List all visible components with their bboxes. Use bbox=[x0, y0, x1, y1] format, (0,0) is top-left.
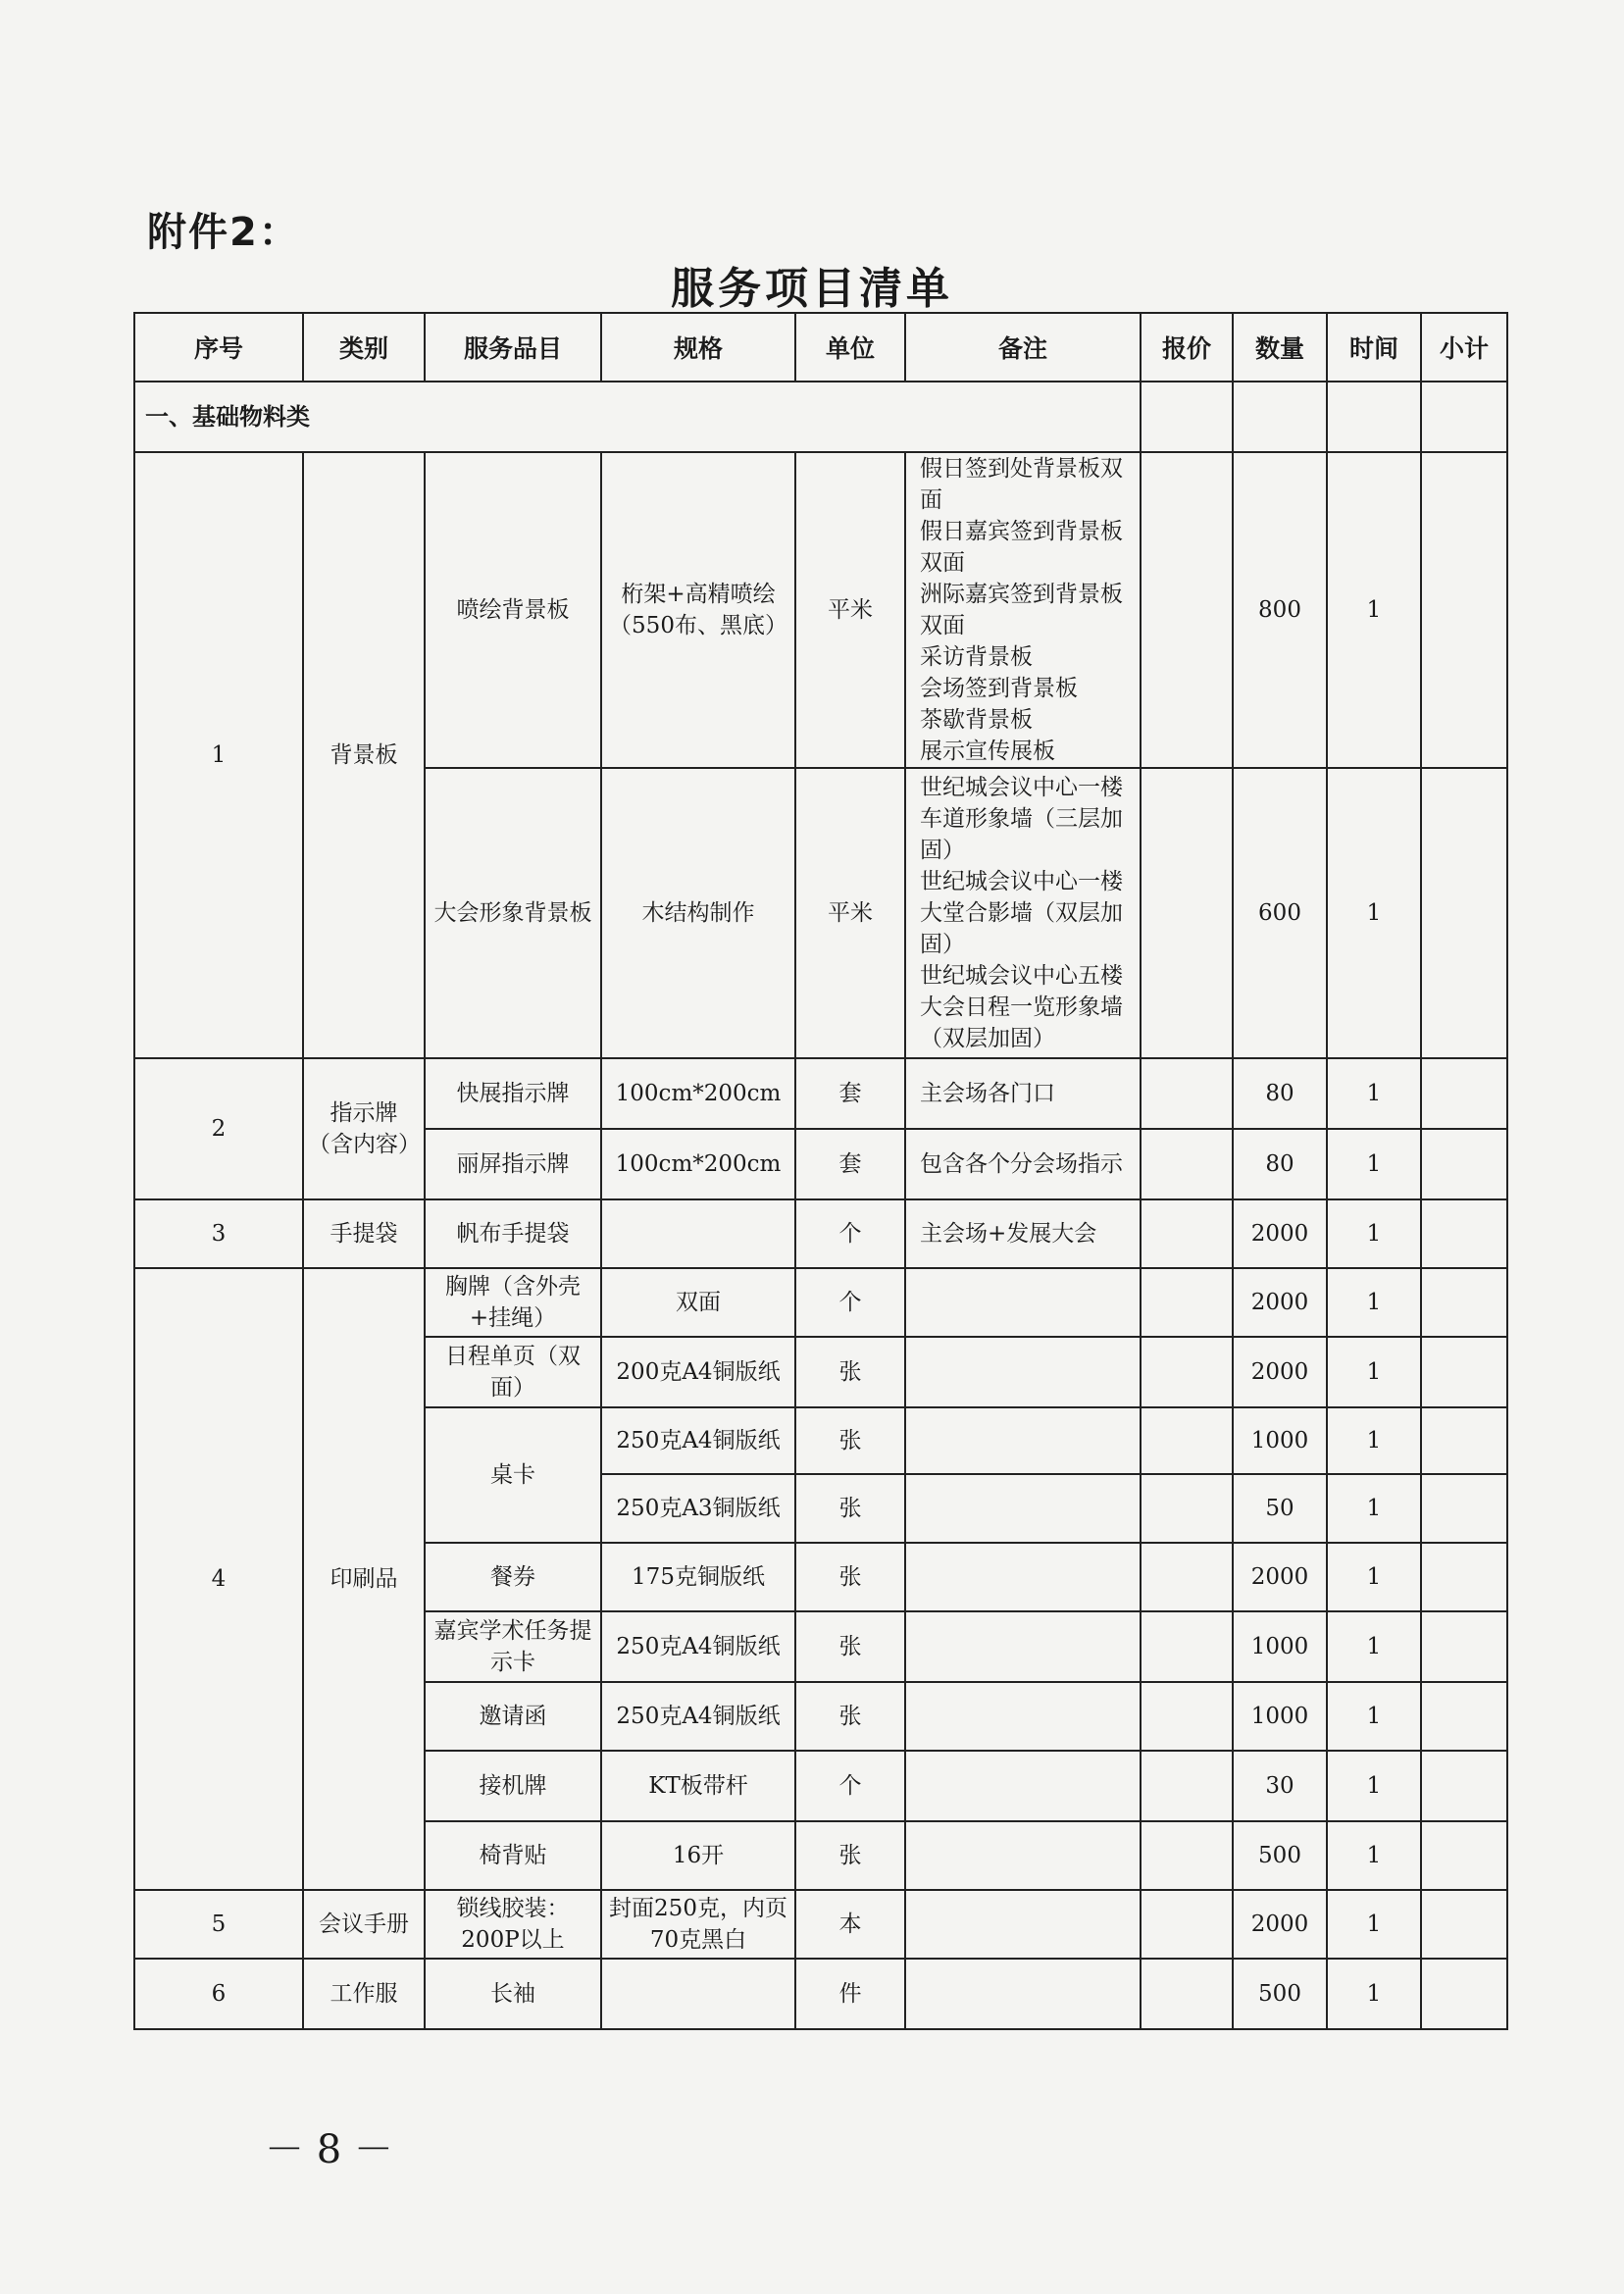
category-cell: 会议手册 bbox=[303, 1890, 425, 1959]
price-cell bbox=[1141, 1751, 1233, 1821]
subtotal-cell bbox=[1421, 1474, 1507, 1543]
unit-cell: 张 bbox=[795, 1407, 905, 1474]
unit-cell: 平米 bbox=[795, 452, 905, 768]
price-cell bbox=[1141, 1890, 1233, 1959]
note-cell: 世纪城会议中心一楼车道形象墙（三层加固） 世纪城会议中心一楼大堂合影墙（双层加固） 世纪城会议中心五楼大会日程一览形象墙（双层加固） bbox=[905, 768, 1141, 1058]
note-cell bbox=[905, 1474, 1141, 1543]
item-cell: 椅背贴 bbox=[425, 1821, 601, 1890]
section-title: 一、基础物料类 bbox=[134, 382, 1141, 452]
category-cell: 印刷品 bbox=[303, 1268, 425, 1890]
qty-cell: 1000 bbox=[1233, 1611, 1327, 1682]
spec-cell: 100cm*200cm bbox=[601, 1058, 795, 1129]
seq-cell: 4 bbox=[134, 1268, 303, 1890]
unit-cell: 件 bbox=[795, 1959, 905, 2029]
note-cell bbox=[905, 1821, 1141, 1890]
unit-cell: 平米 bbox=[795, 768, 905, 1058]
unit-cell: 张 bbox=[795, 1337, 905, 1407]
table-row bbox=[134, 1959, 1507, 2029]
spec-cell: 200克A4铜版纸 bbox=[601, 1337, 795, 1407]
spec-cell: 封面250克，内页70克黑白 bbox=[601, 1890, 795, 1959]
qty-cell: 2000 bbox=[1233, 1890, 1327, 1959]
price-cell bbox=[1141, 452, 1233, 768]
col-header-qty: 数量 bbox=[1233, 313, 1327, 382]
time-cell: 1 bbox=[1327, 1890, 1421, 1959]
note-cell bbox=[905, 1959, 1141, 2029]
qty-cell: 2000 bbox=[1233, 1268, 1327, 1337]
time-cell: 1 bbox=[1327, 1821, 1421, 1890]
item-cell: 邀请函 bbox=[425, 1682, 601, 1751]
qty-cell: 30 bbox=[1233, 1751, 1327, 1821]
unit-cell: 张 bbox=[795, 1543, 905, 1611]
qty-cell: 2000 bbox=[1233, 1199, 1327, 1268]
spec-cell: 桁架+高精喷绘（550布、黑底） bbox=[601, 452, 795, 768]
cell bbox=[1233, 382, 1327, 452]
cell bbox=[1421, 382, 1507, 452]
col-header-price: 报价 bbox=[1141, 313, 1233, 382]
subtotal-cell bbox=[1421, 1058, 1507, 1129]
table-row bbox=[134, 1199, 1507, 1268]
item-cell: 餐券 bbox=[425, 1543, 601, 1611]
price-cell bbox=[1141, 1337, 1233, 1407]
subtotal-cell bbox=[1421, 1821, 1507, 1890]
note-cell bbox=[905, 1407, 1141, 1474]
category-cell: 工作服 bbox=[303, 1959, 425, 2029]
note-cell bbox=[905, 1543, 1141, 1611]
note-cell bbox=[905, 1890, 1141, 1959]
subtotal-cell bbox=[1421, 1337, 1507, 1407]
qty-cell: 500 bbox=[1233, 1821, 1327, 1890]
seq-cell: 2 bbox=[134, 1058, 303, 1199]
price-cell bbox=[1141, 1959, 1233, 2029]
item-cell: 长袖 bbox=[425, 1959, 601, 2029]
spec-cell: 双面 bbox=[601, 1268, 795, 1337]
qty-cell: 800 bbox=[1233, 452, 1327, 768]
time-cell: 1 bbox=[1327, 1682, 1421, 1751]
note-cell: 包含各个分会场指示 bbox=[905, 1129, 1141, 1199]
price-cell bbox=[1141, 1058, 1233, 1129]
subtotal-cell bbox=[1421, 1682, 1507, 1751]
note-cell bbox=[905, 1682, 1141, 1751]
item-cell: 桌卡 bbox=[425, 1407, 601, 1543]
note-cell bbox=[905, 1611, 1141, 1682]
spec-cell: 16开 bbox=[601, 1821, 795, 1890]
spec-cell: 100cm*200cm bbox=[601, 1129, 795, 1199]
document-title: 服务项目清单 bbox=[671, 264, 953, 314]
col-header-category: 类别 bbox=[303, 313, 425, 382]
attachment-label: 附件2： bbox=[147, 210, 300, 255]
unit-cell: 张 bbox=[795, 1611, 905, 1682]
item-cell: 帆布手提袋 bbox=[425, 1199, 601, 1268]
table-row bbox=[134, 1058, 1507, 1129]
time-cell: 1 bbox=[1327, 1543, 1421, 1611]
col-header-item: 服务品目 bbox=[425, 313, 601, 382]
spec-cell: 250克A4铜版纸 bbox=[601, 1407, 795, 1474]
cell bbox=[1141, 382, 1233, 452]
note-cell bbox=[905, 1337, 1141, 1407]
col-header-unit: 单位 bbox=[795, 313, 905, 382]
time-cell: 1 bbox=[1327, 1058, 1421, 1129]
unit-cell: 个 bbox=[795, 1199, 905, 1268]
qty-cell: 600 bbox=[1233, 768, 1327, 1058]
unit-cell: 张 bbox=[795, 1474, 905, 1543]
unit-cell: 本 bbox=[795, 1890, 905, 1959]
time-cell: 1 bbox=[1327, 452, 1421, 768]
subtotal-cell bbox=[1421, 1268, 1507, 1337]
note-cell: 主会场+发展大会 bbox=[905, 1199, 1141, 1268]
service-items-table bbox=[133, 312, 1508, 2030]
price-cell bbox=[1141, 1199, 1233, 1268]
category-cell: 手提袋 bbox=[303, 1199, 425, 1268]
subtotal-cell bbox=[1421, 1129, 1507, 1199]
price-cell bbox=[1141, 1821, 1233, 1890]
item-cell: 锁线胶装：200P以上 bbox=[425, 1890, 601, 1959]
price-cell bbox=[1141, 1543, 1233, 1611]
time-cell: 1 bbox=[1327, 1129, 1421, 1199]
time-cell: 1 bbox=[1327, 1268, 1421, 1337]
time-cell: 1 bbox=[1327, 1751, 1421, 1821]
time-cell: 1 bbox=[1327, 1337, 1421, 1407]
spec-cell: 250克A4铜版纸 bbox=[601, 1682, 795, 1751]
table-row bbox=[134, 452, 1507, 768]
item-cell: 日程单页（双面） bbox=[425, 1337, 601, 1407]
col-header-spec: 规格 bbox=[601, 313, 795, 382]
col-header-subtotal: 小计 bbox=[1421, 313, 1507, 382]
qty-cell: 50 bbox=[1233, 1474, 1327, 1543]
table-row bbox=[134, 1268, 1507, 1337]
note-cell bbox=[905, 1268, 1141, 1337]
seq-cell: 3 bbox=[134, 1199, 303, 1268]
time-cell: 1 bbox=[1327, 1959, 1421, 2029]
table-row bbox=[134, 1890, 1507, 1959]
qty-cell: 80 bbox=[1233, 1129, 1327, 1199]
unit-cell: 个 bbox=[795, 1751, 905, 1821]
qty-cell: 80 bbox=[1233, 1058, 1327, 1129]
header-row bbox=[134, 313, 1507, 382]
subtotal-cell bbox=[1421, 1199, 1507, 1268]
unit-cell: 张 bbox=[795, 1821, 905, 1890]
time-cell: 1 bbox=[1327, 1407, 1421, 1474]
unit-cell: 套 bbox=[795, 1058, 905, 1129]
time-cell: 1 bbox=[1327, 768, 1421, 1058]
spec-cell bbox=[601, 1199, 795, 1268]
price-cell bbox=[1141, 1129, 1233, 1199]
seq-cell: 1 bbox=[134, 452, 303, 1058]
qty-cell: 2000 bbox=[1233, 1337, 1327, 1407]
page-number: － 8 － bbox=[265, 2127, 393, 2172]
unit-cell: 套 bbox=[795, 1129, 905, 1199]
item-cell: 嘉宾学术任务提示卡 bbox=[425, 1611, 601, 1682]
cell bbox=[1327, 382, 1421, 452]
item-cell: 胸牌（含外壳+挂绳） bbox=[425, 1268, 601, 1337]
spec-cell: 250克A3铜版纸 bbox=[601, 1474, 795, 1543]
subtotal-cell bbox=[1421, 1890, 1507, 1959]
subtotal-cell bbox=[1421, 768, 1507, 1058]
subtotal-cell bbox=[1421, 1407, 1507, 1474]
spec-cell: KT板带杆 bbox=[601, 1751, 795, 1821]
item-cell: 喷绘背景板 bbox=[425, 452, 601, 768]
col-header-seq: 序号 bbox=[134, 313, 303, 382]
subtotal-cell bbox=[1421, 452, 1507, 768]
qty-cell: 1000 bbox=[1233, 1682, 1327, 1751]
note-cell: 假日签到处背景板双面 假日嘉宾签到背景板双面 洲际嘉宾签到背景板双面 采访背景板 会场签到背景板 茶歇背景板 展示宣传展板 bbox=[905, 452, 1141, 768]
subtotal-cell bbox=[1421, 1543, 1507, 1611]
subtotal-cell bbox=[1421, 1959, 1507, 2029]
item-cell: 丽屏指示牌 bbox=[425, 1129, 601, 1199]
qty-cell: 500 bbox=[1233, 1959, 1327, 2029]
spec-cell: 木结构制作 bbox=[601, 768, 795, 1058]
time-cell: 1 bbox=[1327, 1611, 1421, 1682]
spec-cell: 250克A4铜版纸 bbox=[601, 1611, 795, 1682]
seq-cell: 6 bbox=[134, 1959, 303, 2029]
spec-cell: 175克铜版纸 bbox=[601, 1543, 795, 1611]
unit-cell: 张 bbox=[795, 1682, 905, 1751]
item-cell: 快展指示牌 bbox=[425, 1058, 601, 1129]
unit-cell: 个 bbox=[795, 1268, 905, 1337]
note-cell: 主会场各门口 bbox=[905, 1058, 1141, 1129]
col-header-note: 备注 bbox=[905, 313, 1141, 382]
category-cell: 指示牌（含内容） bbox=[303, 1058, 425, 1199]
note-cell bbox=[905, 1751, 1141, 1821]
price-cell bbox=[1141, 768, 1233, 1058]
time-cell: 1 bbox=[1327, 1199, 1421, 1268]
spec-cell bbox=[601, 1959, 795, 2029]
price-cell bbox=[1141, 1611, 1233, 1682]
section-row bbox=[134, 382, 1507, 452]
col-header-time: 时间 bbox=[1327, 313, 1421, 382]
qty-cell: 2000 bbox=[1233, 1543, 1327, 1611]
item-cell: 接机牌 bbox=[425, 1751, 601, 1821]
price-cell bbox=[1141, 1682, 1233, 1751]
time-cell: 1 bbox=[1327, 1474, 1421, 1543]
category-cell: 背景板 bbox=[303, 452, 425, 1058]
subtotal-cell bbox=[1421, 1611, 1507, 1682]
price-cell bbox=[1141, 1474, 1233, 1543]
subtotal-cell bbox=[1421, 1751, 1507, 1821]
item-cell: 大会形象背景板 bbox=[425, 768, 601, 1058]
price-cell bbox=[1141, 1407, 1233, 1474]
seq-cell: 5 bbox=[134, 1890, 303, 1959]
price-cell bbox=[1141, 1268, 1233, 1337]
qty-cell: 1000 bbox=[1233, 1407, 1327, 1474]
